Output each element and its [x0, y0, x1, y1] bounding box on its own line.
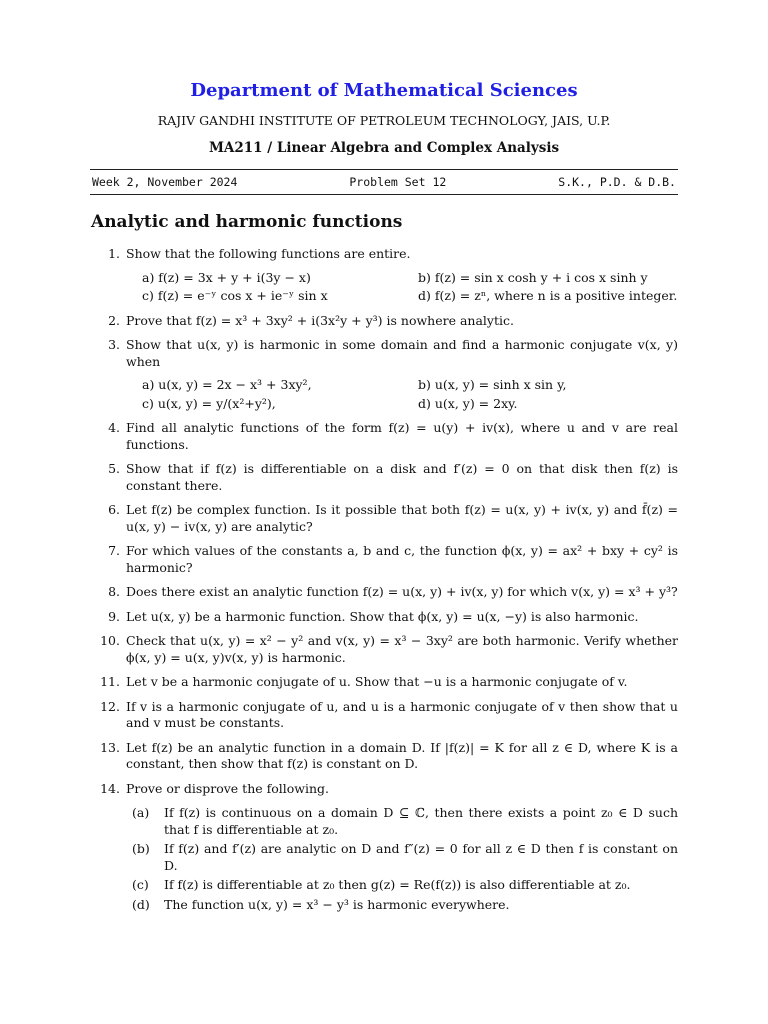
problem-number: 9.	[108, 608, 120, 624]
problem-text: Let v be a harmonic conjugate of u. Show that −u is a harmonic conjugate of v.	[126, 674, 628, 689]
problem-number: 11.	[100, 674, 120, 689]
problem-5	[92, 461, 678, 494]
problem-text: Show that the following functions are entire.	[126, 246, 411, 261]
section-heading: Analytic and harmonic functions	[91, 212, 403, 232]
problem-text: Show that u(x, y) is harmonic in some domain and find a harmonic conjugate v(x, y) when	[126, 337, 678, 369]
problem-number: 13.	[100, 739, 120, 755]
part-a: a) f(z) = 3x + y + i(3y − x)	[142, 269, 311, 285]
problem-7	[92, 543, 678, 576]
part-c: c) f(z) = e⁻ʸ cos x + ie⁻ʸ sin x	[142, 288, 328, 303]
problem-text: Prove or disprove the following.	[126, 780, 330, 796]
problem-10	[92, 633, 678, 666]
problem-8	[92, 584, 678, 601]
problem-parts	[142, 270, 678, 305]
sub-question-b	[132, 841, 678, 874]
problem-number: 1.	[108, 246, 120, 261]
sub-question-c	[132, 877, 678, 894]
problem-number: 10.	[100, 633, 120, 648]
problem-text: For which values of the constants a, b and c, the function ϕ(x, y) = ax² + bxy + cy² is harmonic?	[126, 543, 678, 575]
part-a: a) u(x, y) = 2x − x³ + 3xy²,	[142, 377, 312, 392]
problem-number: 5.	[108, 461, 120, 476]
problem-number: 4.	[108, 420, 120, 435]
problem-number: 2.	[108, 312, 120, 328]
problem-parts	[142, 377, 678, 412]
problem-number: 12.	[100, 698, 120, 714]
problem-6	[92, 502, 678, 535]
course-title: MA211 / Linear Algebra and Complex Analysis	[208, 140, 560, 156]
institute-name: RAJIV GANDHI INSTITUTE OF PETROLEUM TECHNOLOGY, JAIS, U.P.	[157, 113, 611, 128]
week-label: Week 2, November 2024	[92, 175, 238, 189]
problem-text: Let f(z) be complex function. Is it possible that both f(z) = u(x, y) + iv(x, y) and f̄(z) = u(x, y) − iv(x, y) are analytic?	[126, 502, 678, 534]
problem-11	[92, 674, 678, 691]
sub-question-a	[132, 805, 678, 838]
sub-question-d	[132, 897, 678, 914]
sub-label: (b)	[132, 841, 150, 856]
problem-set-label: Problem Set 12	[349, 175, 447, 189]
problem-text: Does there exist an analytic function f(z) = u(x, y) + iv(x, y) for which v(x, y) = x³ + y³?	[126, 584, 678, 599]
sub-label: (a)	[132, 805, 150, 820]
top-rule	[90, 169, 678, 170]
sub-text: The function u(x, y) = x³ − y³ is harmonic everywhere.	[164, 896, 510, 912]
problem-number: 14.	[100, 780, 120, 796]
sub-text: If f(z) is continuous on a domain D ⊆ ℂ, then there exists a point z₀ ∈ D such that f is differentiable at z₀.	[164, 805, 678, 837]
problem-number: 6.	[108, 502, 120, 517]
problem-14	[92, 781, 678, 914]
problem-4	[92, 420, 678, 453]
department-title: Department of Mathematical Sciences	[190, 80, 578, 101]
problem-3	[92, 337, 678, 412]
authors-label: S.K., P.D. & D.B.	[558, 175, 676, 189]
bottom-rule	[90, 194, 678, 195]
sub-label: (d)	[132, 896, 150, 912]
sub-text: If f(z) and f′(z) are analytic on D and f″(z) = 0 for all z ∈ D then f is constant on D.	[164, 841, 678, 873]
problem-text: Let f(z) be an analytic function in a domain D. If |f(z)| = K for all z ∈ D, where K is a constant, then show that f(z) is constant on D.	[126, 739, 678, 771]
problem-text: If v is a harmonic conjugate of u, and u is a harmonic conjugate of v then show that u and v must be constants.	[126, 698, 678, 730]
problem-list	[92, 246, 678, 921]
problem-text: Show that if f(z) is differentiable on a disk and f′(z) = 0 on that disk then f(z) is constant there.	[126, 461, 678, 493]
problem-text: Prove that f(z) = x³ + 3xy² + i(3x²y + y³) is nowhere analytic.	[126, 312, 514, 328]
part-d: d) u(x, y) = 2xy.	[418, 395, 518, 411]
part-b: b) f(z) = sin x cosh y + i cos x sinh y	[418, 269, 648, 285]
part-b: b) u(x, y) = sinh x sin y,	[418, 377, 567, 392]
problem-2	[92, 313, 678, 330]
sub-questions	[132, 805, 678, 913]
problem-number: 3.	[108, 337, 120, 352]
problem-9	[92, 609, 678, 626]
problem-text: Let u(x, y) be a harmonic function. Show that ϕ(x, y) = u(x, −y) is also harmonic.	[126, 608, 639, 624]
problem-text: Check that u(x, y) = x² − y² and v(x, y) = x³ − 3xy² are both harmonic. Verify whether ϕ(x, y) = u(x, y)v(x, y) is harmonic.	[126, 633, 678, 665]
problem-number: 8.	[108, 584, 120, 599]
part-d: d) f(z) = zⁿ, where n is a positive integer.	[418, 288, 678, 303]
problem-12	[92, 699, 678, 732]
problem-1	[92, 246, 678, 305]
problem-13	[92, 740, 678, 773]
problem-number: 7.	[108, 543, 120, 558]
problem-text: Find all analytic functions of the form f(z) = u(y) + iv(x), where u and v are real functions.	[126, 420, 678, 452]
sub-label: (c)	[132, 877, 149, 892]
meta-row	[90, 175, 678, 189]
part-c: c) u(x, y) = y/(x²+y²),	[142, 395, 276, 411]
sub-text: If f(z) is differentiable at z₀ then g(z) = Re(f(z)) is also differentiable at z₀.	[164, 877, 631, 892]
